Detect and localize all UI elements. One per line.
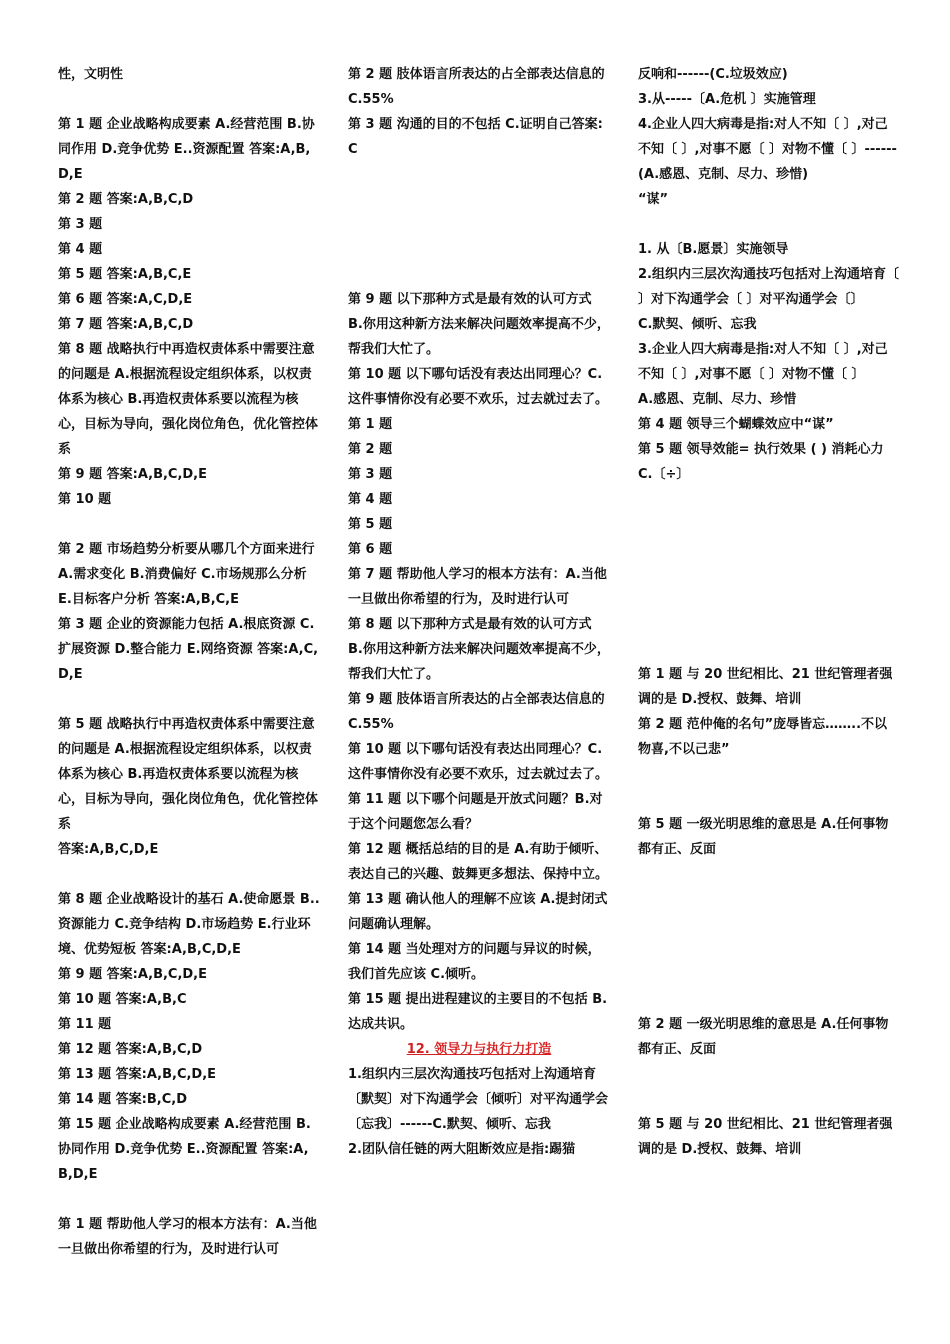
blank-line (58, 862, 320, 887)
question-paragraph: 第 8 题 企业战略设计的基石 A.使命愿景 B..资源能力 C.竞争结构 D.市场趋势 E.行业环境、优势短板 答案:A,B,C,D,E (58, 892, 320, 957)
blank-line (58, 512, 320, 537)
blank-line (348, 187, 610, 212)
question-paragraph: 第 2 题 市场趋势分析要从哪几个方面来进行 A.需求变化 B.消费偏好 C.市场规那么分析 E.目标客户分析 答案:A,B,C,E (58, 542, 315, 607)
question-paragraph: 第 5 题 领导效能= 执行效果 ( ) 消耗心力 C.〔÷〕 (638, 442, 884, 482)
blank-line (638, 537, 900, 562)
question-paragraph: 第 7 题 帮助他人学习的根本方法有：A.当他一旦做出你希望的行为，及时进行认可 (348, 567, 607, 607)
blank-line (638, 487, 900, 512)
question-paragraph: 第 14 题 答案:B,C,D (58, 1092, 187, 1107)
question-paragraph: 第 9 题 以下那种方式是最有效的认可方式 B.你用这种新方法来解决问题效率提高不少，帮我们大忙了。 (348, 292, 610, 357)
question-paragraph: A.感恩、克制、尽力、珍惜 (638, 392, 797, 407)
blank-line (638, 562, 900, 587)
blank-line (638, 887, 900, 912)
question-paragraph: 第 10 题 以下哪句话没有表达出同理心？C.这件事情你没有必要不欢乐，过去就过去了。 (348, 742, 609, 782)
blank-line (348, 262, 610, 287)
question-paragraph: 第 5 题 战略执行中再造权责体系中需要注意的问题是 A.根据流程设定组织体系，以权责体系为核心 B.再造权责体系要以流程为核心，目标为导向，强化岗位角色，优化管控体系 (58, 717, 319, 832)
question-paragraph: C.默契、倾听、忘我 (638, 317, 757, 332)
question-paragraph: “谋” (638, 192, 669, 207)
column-2 (348, 62, 610, 1162)
blank-line (638, 862, 900, 887)
question-paragraph: 第 9 题 答案:A,B,C,D,E (58, 967, 207, 982)
blank-line (348, 237, 610, 262)
question-paragraph: 第 9 题 答案:A,B,C,D,E (58, 467, 207, 482)
question-paragraph: 第 8 题 战略执行中再造权责体系中需要注意的问题是 A.根据流程设定组织体系，以权责体系为核心 B.再造权责体系要以流程为核心，目标为导向，强化岗位角色，优化管控体系 (58, 342, 319, 457)
question-paragraph: 第 3 题 沟通的目的不包括 C.证明自己答案:C (348, 117, 603, 157)
question-paragraph: 第 12 题 答案:A,B,C,D (58, 1042, 203, 1057)
question-paragraph: 第 11 题 (58, 1017, 112, 1032)
question-paragraph: 第 10 题 (58, 492, 112, 507)
blank-line (638, 1062, 900, 1087)
question-paragraph: 第 15 题 提出进程建议的主要目的不包括 B.达成共识。 (348, 992, 608, 1032)
blank-line (638, 912, 900, 937)
question-paragraph: 第 12 题 概括总结的目的是 A.有助于倾听、表达自己的兴趣、鼓舞更多想法、保持中立。 (348, 842, 609, 882)
question-paragraph: 第 2 题 范仲俺的名句”庞辱皆忘……..不以物喜,不以己悲” (638, 717, 888, 757)
blank-line (638, 937, 900, 962)
question-paragraph: 第 1 题 企业战略构成要素 A.经营范围 B.协同作用 D.竞争优势 E..资源配置 答案:A,B,D,E (58, 117, 315, 182)
question-paragraph: 第 6 题 (348, 542, 393, 557)
question-paragraph: 第 11 题 以下哪个问题是开放式问题？B.对于这个问题您怎么看？ (348, 792, 603, 832)
question-paragraph: 第 10 题 答案:A,B,C (58, 992, 187, 1007)
blank-line (638, 587, 900, 612)
question-paragraph: 第 3 题 (348, 467, 393, 482)
blank-line (58, 1187, 320, 1212)
question-paragraph: 第 2 题 (348, 442, 393, 457)
blank-line (638, 987, 900, 1012)
question-paragraph: 第 10 题 以下哪句话没有表达出同理心？C.这件事情你没有必要不欢乐，过去就过去了。 (348, 367, 609, 407)
question-paragraph: 1. 从〔B.愿景〕实施领导 (638, 242, 789, 257)
question-paragraph: 第 5 题 答案:A,B,C,E (58, 267, 192, 282)
question-paragraph: 第 5 题 一级光明思维的意思是 A.任何事物都有正、反面 (638, 817, 889, 857)
question-paragraph: 3.从-----〔A.危机 〕实施管理 (638, 92, 816, 107)
question-paragraph: 4.企业人四大病毒是指:对人不知〔 〕,对己不知〔 〕,对事不愿〔 〕对物不懂〔 〕------(A.感恩、克制、尽力、珍惜) (638, 117, 897, 182)
column-1 (58, 62, 320, 1262)
blank-line (348, 212, 610, 237)
question-paragraph: 第 4 题 领导三个蝴蝶效应中“谋” (638, 417, 834, 432)
blank-line (638, 212, 900, 237)
question-paragraph: 答案:A,B,C,D,E (58, 842, 159, 857)
blank-line (638, 512, 900, 537)
blank-line (638, 962, 900, 987)
blank-line (348, 162, 610, 187)
blank-line (638, 637, 900, 662)
question-paragraph: 第 5 题 与 20 世纪相比、21 世纪管理者强调的是 D.授权、鼓舞、培训 (638, 1117, 893, 1157)
question-paragraph: 第 14 题 当处理对方的问题与异议的时候，我们首先应该 C.倾听。 (348, 942, 601, 982)
blank-line (58, 87, 320, 112)
blank-line (638, 1087, 900, 1112)
blank-line (638, 612, 900, 637)
question-paragraph: 2.组织内三层次沟通技巧包括对上沟通培育〔 〕对下沟通学会〔 〕对平沟通学会〔〕 (638, 267, 899, 307)
question-paragraph: 1.组织内三层次沟通技巧包括对上沟通培育〔默契〕对下沟通学会〔倾听〕对平沟通学会〔忘我〕------C.默契、倾听、忘我 (348, 1067, 609, 1132)
question-paragraph: 第 2 题 答案:A,B,C,D (58, 192, 194, 207)
question-paragraph: 第 4 题 (348, 492, 393, 507)
section-heading: 12. 领导力与执行力打造 (406, 1042, 552, 1057)
question-paragraph: 性，文明性 (58, 67, 124, 82)
question-paragraph: 第 3 题 企业的资源能力包括 A.根底资源 C.扩展资源 D.整合能力 E.网络资源 答案:A,C,D,E (58, 617, 319, 682)
question-paragraph: 第 13 题 答案:A,B,C,D,E (58, 1067, 217, 1082)
question-paragraph: 第 13 题 确认他人的理解不应该 A.提封闭式问题确认理解。 (348, 892, 608, 932)
question-paragraph: 第 3 题 (58, 217, 103, 232)
question-paragraph: 第 7 题 答案:A,B,C,D (58, 317, 194, 332)
question-paragraph: 2.团队信任链的两大阻断效应是指:踢猫 (348, 1142, 576, 1157)
question-paragraph: 第 4 题 (58, 242, 103, 257)
question-paragraph: 第 1 题 与 20 世纪相比、21 世纪管理者强调的是 D.授权、鼓舞、培训 (638, 667, 893, 707)
question-paragraph: 第 9 题 肢体语言所表达的占全部表达信息的 C.55% (348, 692, 605, 732)
question-paragraph: 第 15 题 企业战略构成要素 A.经营范围 B.协同作用 D.竞争优势 E..资源配置 答案:A,B,D,E (58, 1117, 311, 1182)
question-paragraph: 第 1 题 帮助他人学习的根本方法有：A.当他一旦做出你希望的行为，及时进行认可 (58, 1217, 317, 1257)
question-paragraph: 第 6 题 答案:A,C,D,E (58, 292, 193, 307)
column-3 (638, 62, 900, 1162)
question-paragraph: 第 2 题 一级光明思维的意思是 A.任何事物都有正、反面 (638, 1017, 889, 1057)
question-paragraph: 3.企业人四大病毒是指:对人不知〔 〕,对己不知〔 〕,对事不愿〔 〕对物不懂〔 〕 (638, 342, 888, 382)
question-paragraph: 第 5 题 (348, 517, 393, 532)
question-paragraph: 反响和------(C.垃圾效应) (638, 67, 788, 82)
blank-line (58, 687, 320, 712)
question-paragraph: 第 1 题 (348, 417, 393, 432)
question-paragraph: 第 8 题 以下那种方式是最有效的认可方式 B.你用这种新方法来解决问题效率提高不少，帮我们大忙了。 (348, 617, 610, 682)
blank-line (638, 762, 900, 787)
question-paragraph: 第 2 题 肢体语言所表达的占全部表达信息的 C.55% (348, 67, 605, 107)
blank-line (638, 787, 900, 812)
